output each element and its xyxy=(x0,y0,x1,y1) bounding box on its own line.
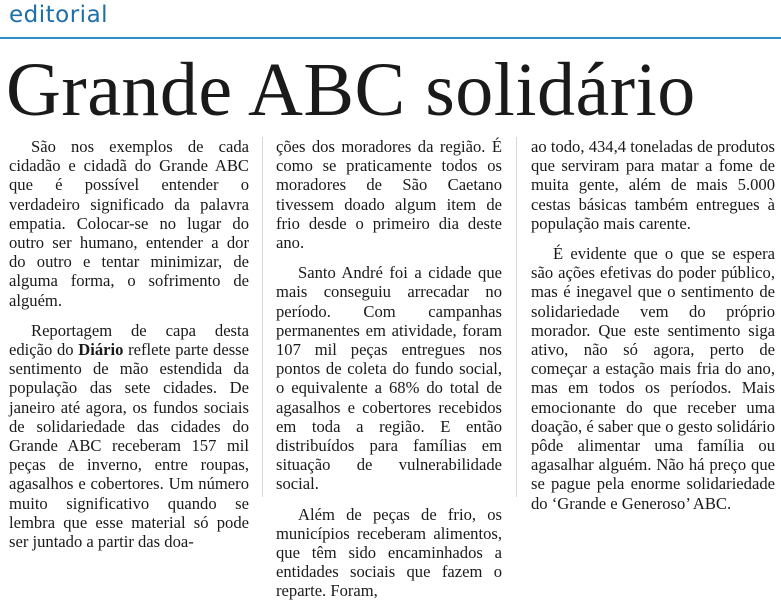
article-body xyxy=(0,137,781,601)
section-rule xyxy=(0,37,781,39)
headline: Grande ABC solidário xyxy=(6,48,696,132)
newspaper-name: Diário xyxy=(78,340,124,360)
column-2 xyxy=(276,137,502,601)
paragraph xyxy=(9,321,249,551)
paragraph-text: reflete parte desse sentimento de mão estendida da população das sete cidades. De janeiro até agora, os fundos sociais de solidariedade das cidades do Grande ABC receberam 157 mil peças de inverno, entre roupas, agasalhos e cobertores. Um número muito significativo quando se lembra que esse material só pode ser juntado a partir das doa- xyxy=(9,340,249,552)
paragraph: ções dos moradores da região. É como se praticamente todos os moradores de São Caetano tivessem doado algum item de frio desde o primeiro dia deste ano. xyxy=(276,137,502,253)
column-divider xyxy=(262,137,263,497)
paragraph: Santo André foi a cidade que mais conseguiu arrecadar no período. Com campanhas permanentes em atividade, foram 107 mil peças entregues nos pontos de coleta do fundo social, o equivalente a 68% do total de agasalhos e cobertores recebidos em toda a região. E então distribuídos para famílias em situação de vulnerabilidade social. xyxy=(276,263,502,494)
paragraph: É evidente que o que se espera são ações efetivas do poder público, mas é inegavel que o sentimento de solidariedade vem do próprio morador. Que este sentimento siga ativo, não só agora, perto de começar a estação mais fria do ano, mas em todos os períodos. Mais emocionante do que receber uma doação, é saber que o gesto solidário pôde alimentar uma família ou agasalhar alguém. Não há preço que se pague pela enorme solidariedade do ‘Grande e Generoso’ ABC. xyxy=(531,244,775,513)
column-3 xyxy=(531,137,775,513)
paragraph-text: Reportagem de capa desta edição do xyxy=(9,320,249,360)
paragraph: São nos exemplos de cada cidadão e cidadã do Grande ABC que é possível entender o verdadeiro significado da palavra empatia. Colocar-se no lugar do outro ser humano, entender a dor do outro e tentar minimizar, de alguma forma, o sofrimento de alguém. xyxy=(9,137,249,310)
column-divider xyxy=(516,137,517,497)
paragraph: ao todo, 434,4 toneladas de produtos que serviram para matar a fome de muita gente, além de mais 5.000 cestas básicas também entregues à população mais carente. xyxy=(531,137,775,233)
section-label: editorial xyxy=(9,2,109,28)
paragraph: Além de peças de frio, os municípios receberam alimentos, que têm sido encaminhados a entidades sociais que fazem o reparte. Foram, xyxy=(276,504,502,601)
column-1 xyxy=(9,137,249,551)
